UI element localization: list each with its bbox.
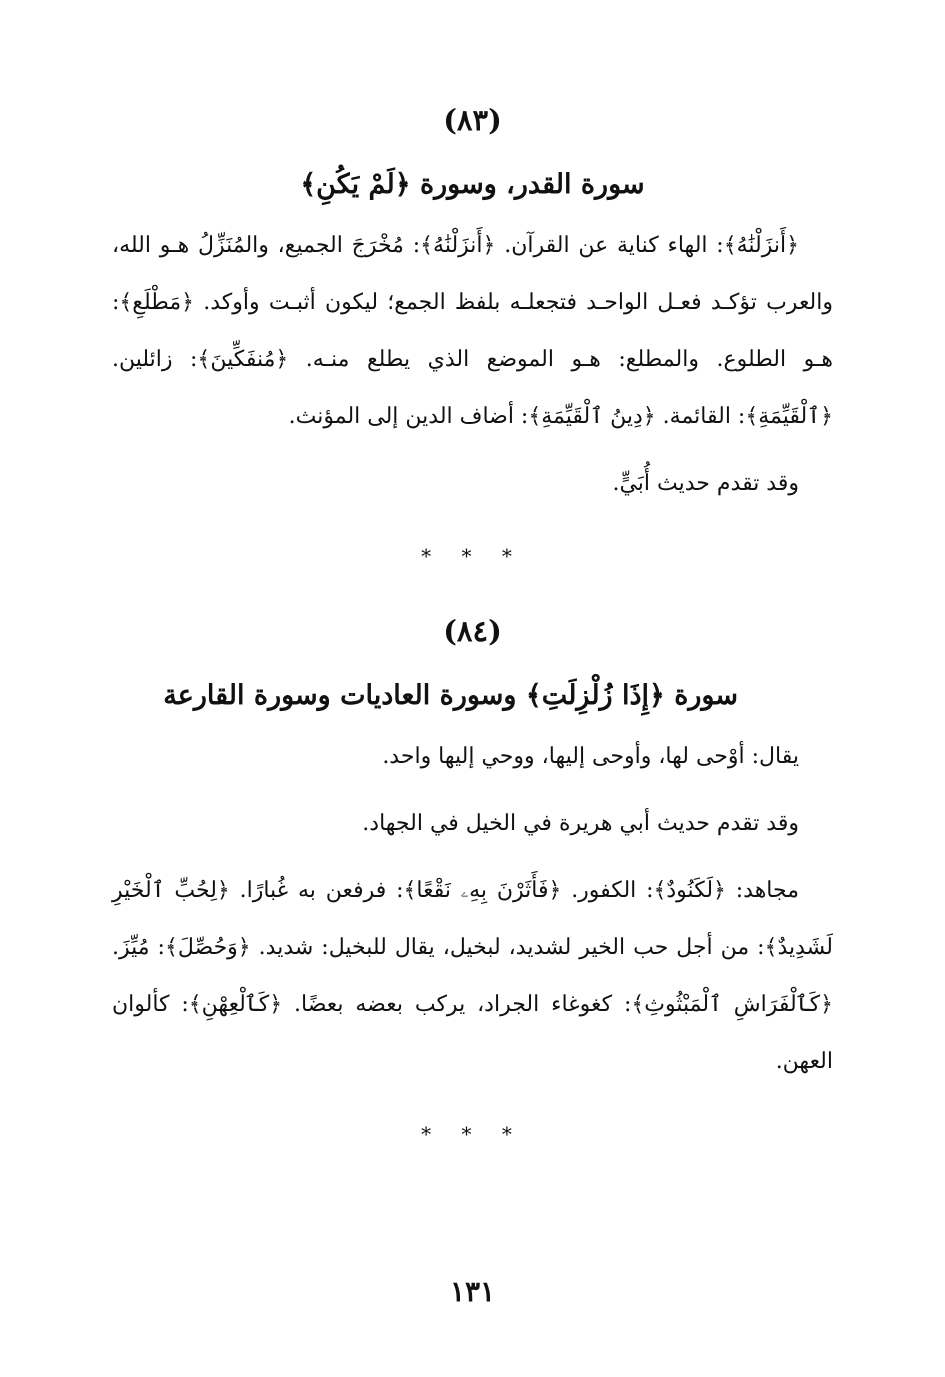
- page-number: ١٣١: [449, 1275, 496, 1308]
- paragraph: ﴿أَنزَلْنَٰهُ﴾: الهاء كناية عن القرآن. ﴿أَنزَلْنَٰهُ﴾: مُخْرَجَ الجميع، والمُنَزِّلُ هـو الله، والعرب تؤكـد فعـل الواحـد فتجعلـه بلفظ الجمع؛ ليكون أثبـت وأوكد. ﴿مَطْلَعِ﴾: هـو الطلوع. والمطلع: هـو الموضع الذي يطلع منـه. ﴿مُنفَكِّينَ﴾: زائلين. ﴿ٱلْقَيِّمَةِ﴾: القائمة. ﴿دِينُ ٱلْقَيِّمَةِ﴾: أضاف الدين إلى المؤنث.: [112, 233, 833, 429]
- separator: * * *: [421, 544, 524, 568]
- section-title: سورة ﴿إِذَا زُلْزِلَتِ﴾ وسورة العاديات وسورة القارعة: [163, 680, 738, 711]
- paragraph: مجاهد: ﴿لَكَنُودٌ﴾: الكفور. ﴿فَأَثَرْنَ بِهِۦ نَقْعًا﴾: فرفعن به غُبارًا. ﴿لِحُبِّ ٱلْخَيْرِ لَشَدِيدٌ﴾: من أجل حب الخير لشديد، لبخيل، يقال للبخيل: شديد. ﴿وَحُصِّلَ﴾: مُيِّزَ. ﴿كَٱلْفَرَاشِ ٱلْمَبْثُوثِ﴾: كغوغاء الجراد، يركب بعضه بعضًا. ﴿كَٱلْعِهْنِ﴾: كألوان العهن.: [112, 878, 833, 1074]
- section-title: سورة القدر، وسورة ﴿لَمْ يَكُنِ﴾: [300, 169, 645, 200]
- separator: * * *: [421, 1122, 524, 1146]
- paragraph: وقد تقدم حديث أُبَيٍّ.: [612, 471, 799, 496]
- paragraph: يقال: أوْحى لها، وأوحى إليها، ووحي إليها واحد.: [382, 744, 799, 769]
- section-number: (٨٤): [443, 614, 502, 648]
- paragraph: وقد تقدم حديث أبي هريرة في الخيل في الجهاد.: [362, 811, 799, 836]
- section-number: (٨٣): [443, 103, 502, 137]
